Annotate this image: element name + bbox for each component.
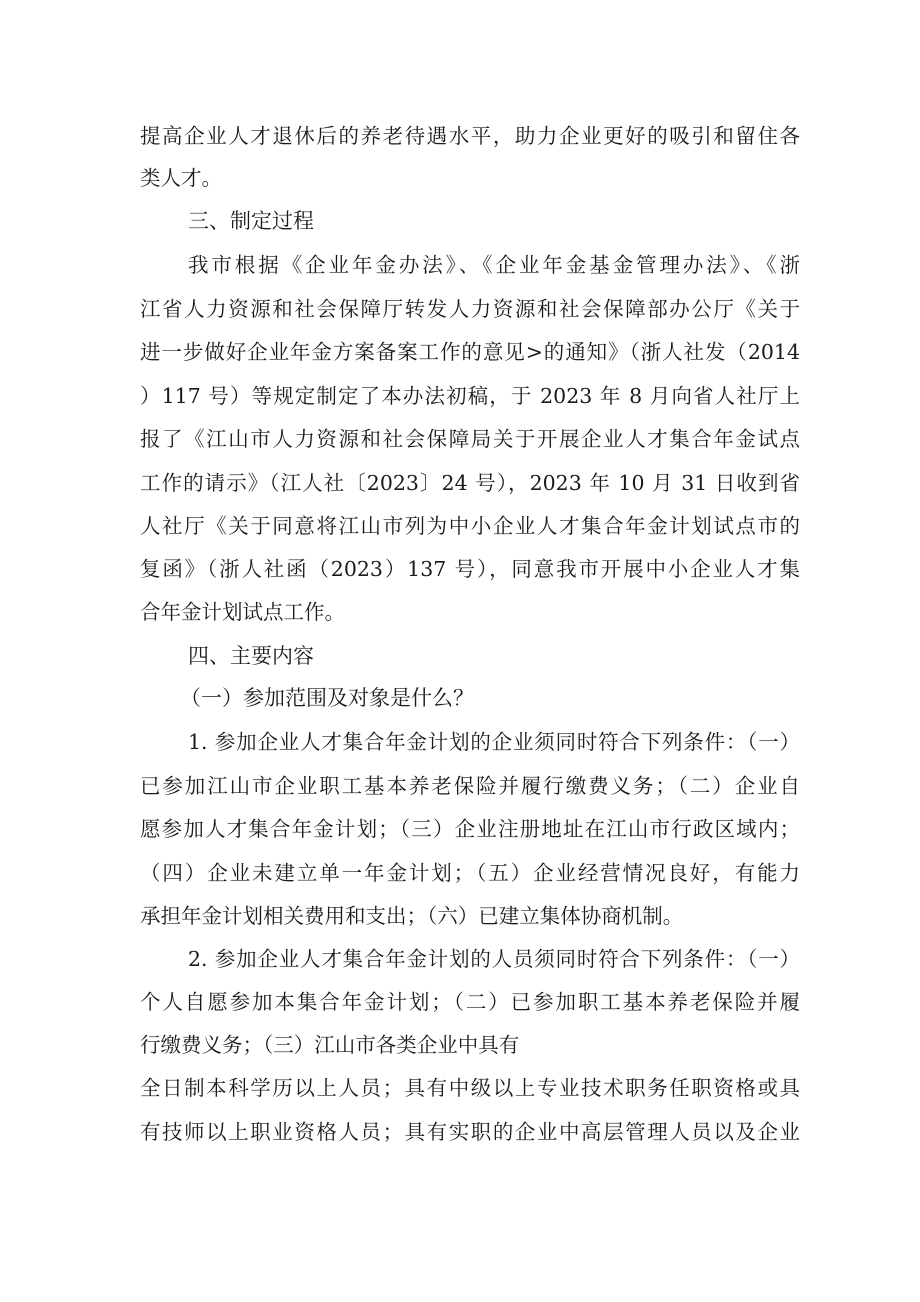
paragraph-line: 已参加江山市企业职工基本养老保险并履行缴费义务；（二）企业自: [140, 774, 800, 798]
paragraph-line: 提高企业人才退休后的养老待遇水平，助力企业更好的吸引和留住各: [140, 124, 800, 148]
paragraph-line: 承担年金计划相关费用和支出；（六）已建立集体协商机制。: [140, 904, 684, 928]
paragraph-line: （四）企业未建立单一年金计划；（五）企业经营情况良好，有能力: [140, 861, 800, 885]
paragraph-line: 我市根据《企业年金办法》、《企业年金基金管理办法》、《浙: [188, 253, 800, 277]
paragraph-line: 类人才。: [140, 166, 222, 190]
paragraph-line: 愿参加人才集合年金计划；（三）企业注册地址在江山市行政区域内；: [140, 817, 800, 841]
paragraph-line: 合年金计划试点工作。: [140, 600, 345, 624]
paragraph-line: 进一步做好企业年金方案备案工作的意见>的通知》（浙人社发（2014: [140, 340, 800, 364]
section-heading: 三、制定过程: [188, 209, 314, 233]
paragraph-line: 复函》（浙人社函（2023）137 号），同意我市开展中小企业人才集: [140, 557, 800, 581]
paragraph-line: 江省人力资源和社会保障厅转发人力资源和社会保障部办公厅《关于: [140, 297, 800, 321]
paragraph-line: 1. 参加企业人才集合年金计划的企业须同时符合下列条件：（一）: [188, 730, 800, 754]
paragraph-line: 行缴费义务；（三）江山市各类企业中具有: [140, 1033, 520, 1057]
paragraph-line: 2. 参加企业人才集合年金计划的人员须同时符合下列条件：（一）: [188, 947, 800, 971]
paragraph-line: 报了《江山市人力资源和社会保障局关于开展企业人才集合年金试点: [140, 427, 800, 451]
paragraph-line: ）117 号）等规定制定了本办法初稿，于 2023 年 8 月向省人社厅上: [140, 384, 800, 408]
section-heading: 四、主要内容: [188, 644, 314, 668]
paragraph-line: 全日制本科学历以上人员；具有中级以上专业技术职务任职资格或具: [140, 1076, 800, 1100]
subsection-heading: （一）参加范围及对象是什么？: [180, 686, 474, 710]
paragraph-line: 人社厅《关于同意将江山市列为中小企业人才集合年金计划试点市的: [140, 514, 800, 538]
paragraph-line: 工作的请示》（江人社〔2023〕24 号），2023 年 10 月 31 日收到省: [140, 471, 800, 495]
paragraph-line: 个人自愿参加本集合年金计划；（二）已参加职工基本养老保险并履: [140, 990, 800, 1014]
paragraph-line: 有技师以上职业资格人员；具有实职的企业中高层管理人员以及企业: [140, 1120, 800, 1144]
